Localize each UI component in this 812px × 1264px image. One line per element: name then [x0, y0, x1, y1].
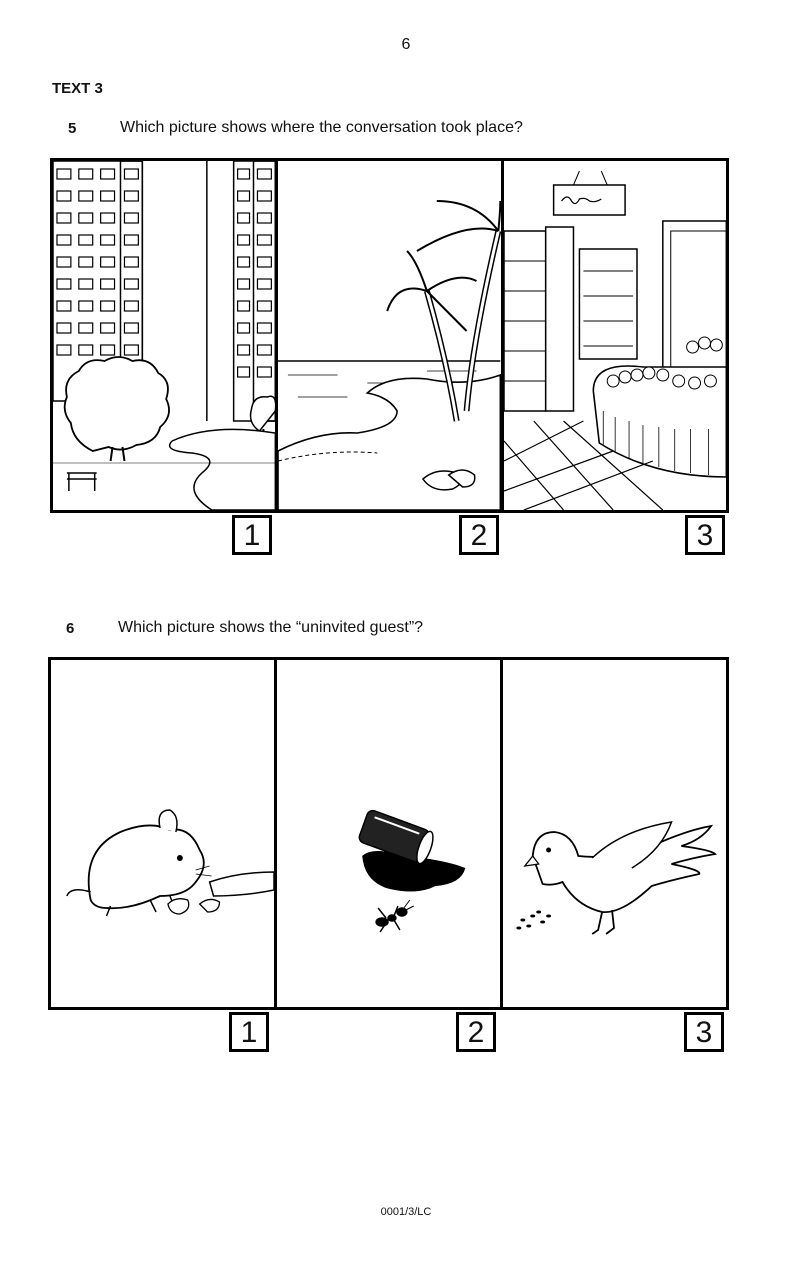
ant-spill-illustration	[277, 660, 500, 1007]
question-5-option-2-label[interactable]: 2	[459, 515, 499, 555]
bird-illustration	[503, 660, 726, 1007]
question-5-option-1-picture[interactable]	[53, 161, 275, 510]
question-6-number: 6	[66, 620, 75, 637]
question-5-option-2-picture[interactable]	[275, 161, 500, 510]
question-5-text: Which picture shows where the conversation took place?	[120, 119, 523, 136]
question-6-option-2-label[interactable]: 2	[456, 1012, 496, 1052]
question-5-number: 5	[68, 120, 77, 137]
section-title: TEXT 3	[52, 80, 103, 97]
question-5-option-1-label[interactable]: 1	[232, 515, 272, 555]
mouse-illustration	[51, 660, 274, 1007]
question-5-option-3-label[interactable]: 3	[685, 515, 725, 555]
question-6-picture-strip	[48, 657, 729, 1010]
page-number: 6	[401, 36, 411, 53]
question-5-picture-strip	[50, 158, 729, 513]
question-6-option-1-picture[interactable]	[51, 660, 274, 1007]
question-5-option-3-picture[interactable]	[501, 161, 726, 510]
question-6-text: Which picture shows the “uninvited guest”?	[118, 619, 424, 636]
question-6-option-2-picture[interactable]	[274, 660, 500, 1007]
question-6-option-1-label[interactable]: 1	[229, 1012, 269, 1052]
park-buildings-illustration	[53, 161, 275, 510]
footer-code: 0001/3/LC	[380, 1206, 432, 1218]
beach-illustration	[278, 161, 500, 510]
question-6-option-3-picture[interactable]	[500, 660, 726, 1007]
question-6-option-3-label[interactable]: 3	[684, 1012, 724, 1052]
supermarket-illustration	[504, 161, 726, 510]
